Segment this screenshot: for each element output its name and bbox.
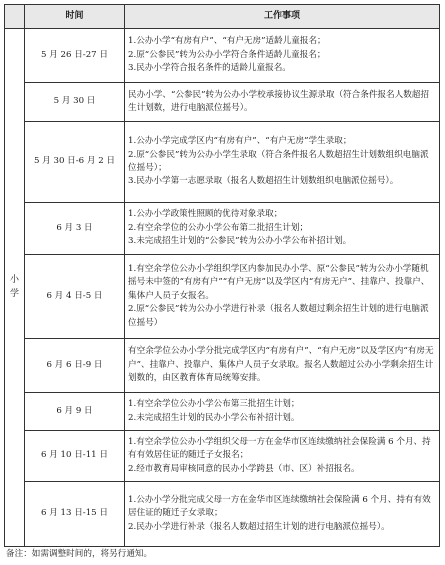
work-line: 1.公办小学政策性照顾的优待对象录取；	[128, 209, 283, 220]
work-line: 1.有空余学位公办小学组织学区内参加民办小学、原“公参民”转为公办小学随机摇号未中签的“有房有户”“有户无房”以及学区内“有房无户”、挂靠户、投靠户、集体户人员子女报名。	[128, 263, 430, 301]
work-line: 1.公办小学分批完成父母一方在金华市区连续缴纳社会保险满 6 个月、持有有效居住证的随迁子女录取；	[128, 494, 431, 519]
header-work: 工作事项	[125, 5, 440, 29]
schedule-table	[4, 4, 440, 547]
table-row	[5, 122, 440, 203]
table-row	[5, 83, 440, 122]
table-row	[5, 482, 440, 547]
work-line: 3.未完成招生计划的“公参民”转为公办小学公布补招计划。	[128, 236, 352, 247]
time-cell: 6 月 9 日	[25, 393, 125, 431]
table-row	[5, 29, 440, 83]
time-cell: 6 月 6 日-9 日	[25, 339, 125, 393]
work-line: 1.有空余学位公办小学公布第三批招生计划；	[128, 399, 300, 410]
table-row	[5, 255, 440, 339]
work-cell	[125, 83, 440, 122]
work-line: 2.经市教育局审核同意的民办小学跨县（市、区）补招报名。	[128, 463, 360, 474]
table-row	[5, 203, 440, 255]
work-line: 1.公办小学完成学区内“有房有户”、“有户无房”学生录取；	[128, 136, 352, 147]
work-cell	[125, 29, 440, 83]
time-cell: 6 月 10 日-11 日	[25, 431, 125, 482]
work-line: 1.有空余学位公办小学组织父母一方在金华市区连续缴纳社会保险满 6 个月、持有有效居住证的随迁子女报名；	[128, 436, 431, 461]
category-cell: 小学	[5, 29, 25, 547]
work-line: 2.原“公参民”转为公办小学进行补录（报名人数超过剩余招生计划的进行电脑派位摇号）	[128, 304, 429, 328]
work-line: 3.民办小学符合报名条件的适龄儿童报名。	[128, 63, 291, 74]
work-line: 2.原“公参民”转为公办小学符合条件适龄儿童报名；	[128, 49, 326, 60]
table-row	[5, 339, 440, 393]
work-line: 2.有空余学位的公办小学公布第二批招生计划；	[128, 222, 309, 233]
time-cell: 5 月 26 日-27 日	[25, 29, 125, 83]
work-line: 民办小学、“公参民”转为公办小学校承接协议生源录取（符合条件报名人数超招生计划数，进行电脑派位摇号）。	[128, 89, 429, 113]
work-line: 3.民办小学第一志愿录取（报名人数超招生计划数组织电脑派位摇号）。	[128, 176, 399, 187]
work-line: 1.公办小学“有房有户”、“有户无房”适龄儿童报名；	[128, 36, 326, 47]
work-line: 2.未完成招生计划的民办小学公布补招计划。	[128, 412, 300, 423]
work-cell	[125, 339, 440, 393]
time-cell: 5 月 30 日	[25, 83, 125, 122]
work-cell	[125, 203, 440, 255]
work-cell	[125, 393, 440, 431]
time-cell: 6 月 13 日-15 日	[25, 482, 125, 547]
table-row	[5, 431, 440, 482]
table-row	[5, 393, 440, 431]
header-corner	[5, 5, 25, 29]
table-header-row	[5, 5, 440, 29]
time-cell: 6 月 3 日	[25, 203, 125, 255]
work-line: 2.民办小学进行补录（报名人数超过招生计划的进行电脑派位摇号）。	[128, 521, 390, 532]
work-cell	[125, 255, 440, 339]
header-time: 时间	[25, 5, 125, 29]
work-cell	[125, 482, 440, 547]
footnote: 备注：如需调整时间的，将另行通知。	[6, 549, 153, 559]
work-cell	[125, 431, 440, 482]
work-cell	[125, 122, 440, 203]
time-cell: 5 月 30 日-6 月 2 日	[25, 122, 125, 203]
work-line: 有空余学位公办小学分批完成学区内“有房有户”、“有户无房”以及学区内“有房无户”、挂靠户、投靠户、集体户人员子女录取。报名人数超过公办小学剩余招生计划数的，由区教育体育局统筹安排。	[128, 346, 434, 384]
work-line: 2.原“公参民”转为公办小学生录取（符合条件报名人数超招生计划数组织电脑派位摇号）；	[128, 149, 429, 173]
time-cell: 6 月 4 日-5 日	[25, 255, 125, 339]
